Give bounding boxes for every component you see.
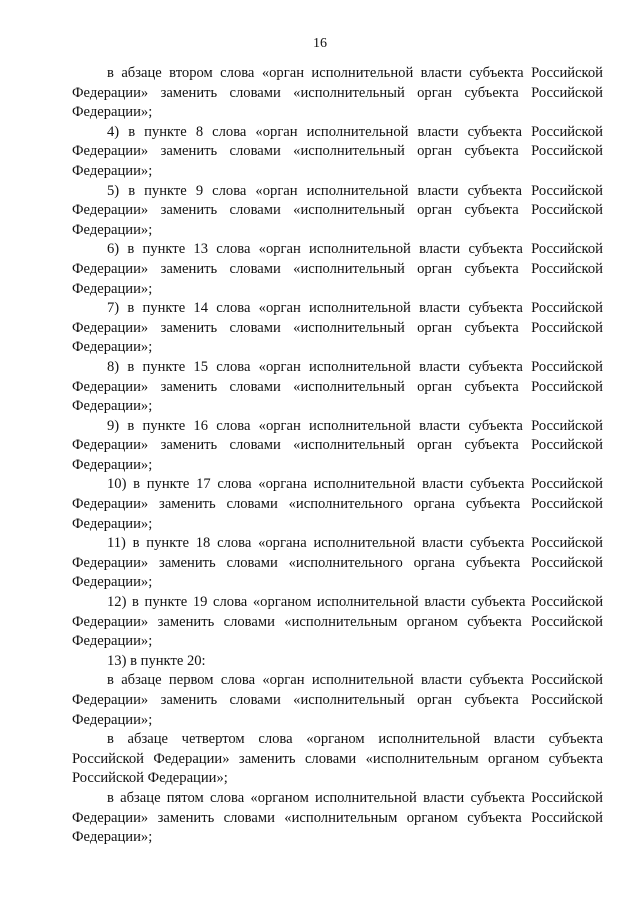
paragraph-item-11: 11) в пункте 18 слова «органа исполнительной власти субъекта Российской Федерации» заменить словами «исполнительного органа субъекта Российской Федерации»; xyxy=(72,535,603,591)
paragraph-item-9: 9) в пункте 16 слова «орган исполнительной власти субъекта Российской Федерации» заменить словами «исполнительный орган субъекта Российской Федерации»; xyxy=(72,417,603,473)
paragraph-abzac-vtorom: в абзаце втором слова «орган исполнительной власти субъекта Российской Федерации» заменить словами «исполнительный орган субъекта Российской Федерации»; xyxy=(72,65,603,121)
paragraph-item-4: 4) в пункте 8 слова «орган исполнительной власти субъекта Российской Федерации» заменить словами «исполнительный орган субъекта Российской Федерации»; xyxy=(72,123,603,179)
paragraph-item-10: 10) в пункте 17 слова «органа исполнительной власти субъекта Российской Федерации» заменить словами «исполнительного органа субъекта Российской Федерации»; xyxy=(72,476,603,532)
paragraph-item-6: 6) в пункте 13 слова «орган исполнительной власти субъекта Российской Федерации» заменить словами «исполнительный орган субъекта Российской Федерации»; xyxy=(72,241,603,297)
paragraph-item-13: 13) в пункте 20: xyxy=(107,652,206,669)
paragraph-item-5: 5) в пункте 9 слова «орган исполнительной власти субъекта Российской Федерации» заменить словами «исполнительный орган субъекта Российской Федерации»; xyxy=(72,182,603,238)
page-number: 16 xyxy=(313,36,327,51)
paragraph-abzac-pyatom: в абзаце пятом слова «органом исполнительной власти субъекта Российской Федерации» заменить словами «исполнительным органом субъекта Российской Федерации»; xyxy=(72,789,603,846)
paragraph-item-7: 7) в пункте 14 слова «орган исполнительной власти субъекта Российской Федерации» заменить словами «исполнительный орган субъекта Российской Федерации»; xyxy=(72,300,603,356)
document-body xyxy=(72,64,603,848)
paragraph-abzac-chetvertom: в абзаце четвертом слова «органом исполнительной власти субъекта Российской Федерации» заменить словами «исполнительным органом субъекта Российской Федерации»; xyxy=(72,731,603,787)
paragraph-item-12: 12) в пункте 19 слова «органом исполнительной власти субъекта Российской Федерации» заменить словами «исполнительным органом субъекта Российской Федерации»; xyxy=(72,594,603,650)
paragraph-abzac-pervom: в абзаце первом слова «орган исполнительной власти субъекта Российской Федерации» заменить словами «исполнительный орган субъекта Российской Федерации»; xyxy=(72,672,603,728)
paragraph-item-8: 8) в пункте 15 слова «орган исполнительной власти субъекта Российской Федерации» заменить словами «исполнительный орган субъекта Российской Федерации»; xyxy=(72,358,603,415)
